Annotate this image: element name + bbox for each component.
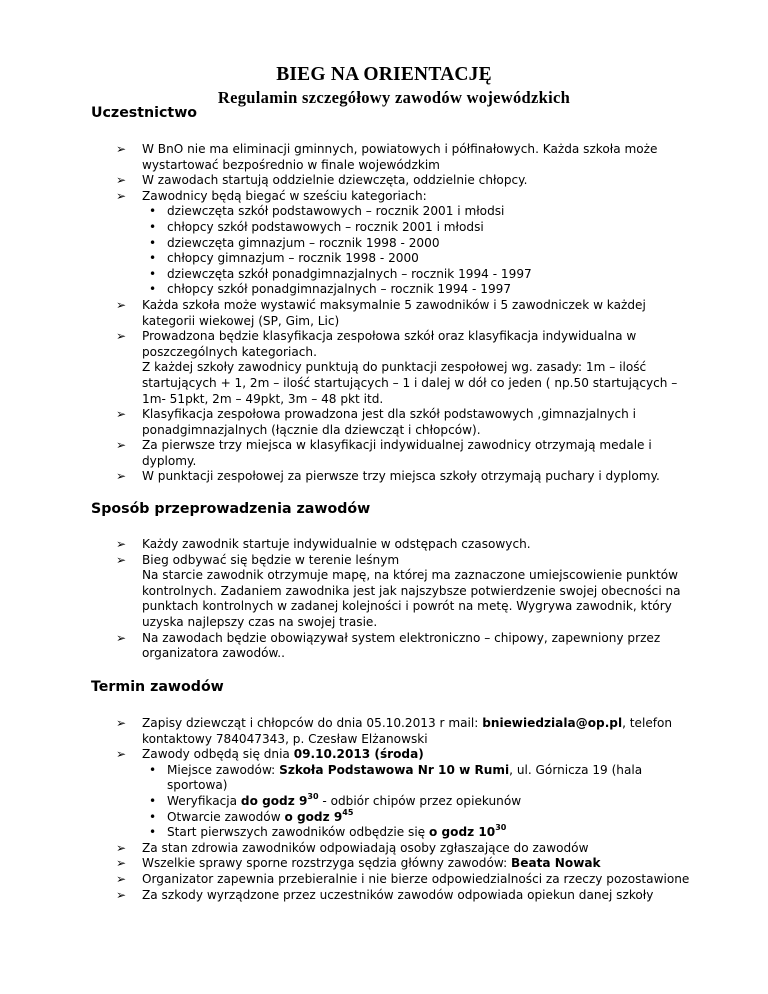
- verification-item: • Weryfikacja do godz $9^{30}$ - odbiór chipów przez opiekunów: [149, 791, 522, 808]
- category-item: • chłopcy szkół podstawowych – rocznik 2001 i młodsi: [149, 219, 484, 234]
- bullet-icon: •: [149, 219, 157, 234]
- judge-item: ➢ Wszelkie sprawy sporne rozstrzyga sędzia główny zawodów: Beata Nowak: [116, 856, 601, 871]
- section-uczestnictwo: [91, 104, 691, 485]
- arrow-bullet-icon: ➢: [116, 871, 127, 886]
- list-item: ➢ Bieg odbywać się będzie w terenie leśnym Na starcie zawodnik otrzymuje mapę, na której ma zaznaczone umiejscowienie punktów kontrolnych. Zadaniem zawodnika jest jak najszybsze potwierdzenie swojej obecności na punktach kontrolnych w zadanej kolejności i powrót na metę. Wygrywa zawodnik, który uzyska najlepszy czas na swojej trasie.: [91, 553, 691, 631]
- category-item: • dziewczęta szkół podstawowych – rocznik 2001 i młodsi: [149, 204, 505, 219]
- bullet-icon: •: [149, 235, 157, 250]
- arrow-bullet-icon: ➢: [116, 537, 127, 551]
- arrow-bullet-icon: ➢: [116, 552, 127, 567]
- list-item: ➢ Zawodnicy będą biegać w sześciu kategoriach: • dziewczęta szkół podstawowych – rocznik 2001 i młodsi • chłopcy szkół podstawowych – rocznik 2001 i młodsi • dziewczęta gimnazjum – rocznik 1998 - 2000 • chłopcy gimnazjum – rocznik 1998 - 2000 • dziewczęta szkół ponadgimnazjalnych – rocznik 1994 - 1997 • chłopcy szkół ponadgimnazjalnych – rocznik 1994 - 1997: [91, 189, 691, 298]
- arrow-bullet-icon: ➢: [116, 438, 127, 453]
- section-heading: Sposób przeprowadzenia zawodów: [91, 501, 371, 517]
- arrow-list: [91, 716, 691, 903]
- list-item: ➢ Klasyfikacja zespołowa prowadzona jest dla szkół podstawowych ,gimnazjalnych i ponadgimnazjalnych (łącznie dla dziewcząt i chłopców).: [116, 407, 636, 437]
- bullet-icon: •: [149, 266, 157, 281]
- arrow-bullet-icon: ➢: [116, 173, 127, 188]
- venue-name: Szkoła Podstawowa Nr 10 w Rumi: [279, 762, 510, 777]
- list-item: ➢ W punktacji zespołowej za pierwsze trzy miejsca szkoły otrzymają puchary i dyplomy.: [116, 469, 660, 484]
- arrow-bullet-icon: ➢: [116, 840, 127, 855]
- event-details-list: [142, 763, 691, 841]
- arrow-bullet-icon: ➢: [116, 630, 127, 645]
- arrow-bullet-icon: ➢: [116, 856, 127, 871]
- category-list: [142, 204, 691, 298]
- section-heading: Termin zawodów: [91, 679, 224, 695]
- arrow-bullet-icon: ➢: [116, 142, 127, 156]
- start-item: • Start pierwszych zawodników odbędzie się o godz $10^{30}$: [149, 823, 507, 840]
- event-date: 09.10.2013 (środa): [293, 747, 424, 762]
- list-item: ➢ Każda szkoła może wystawić maksymalnie 5 zawodników i 5 zawodniczek w każdej kategorii wiekowej (SP, Gim, Lic): [116, 297, 646, 328]
- list-item: ➢ Na zawodach będzie obowiązywał system elektroniczno – chipowy, zapewniony przez organizatora zawodów..: [116, 630, 661, 661]
- bullet-icon: •: [149, 282, 157, 297]
- list-item: ➢ W BnO nie ma eliminacji gminnych, powiatowych i półfinałowych. Każda szkoła może wystartować bezpośrednio w finale wojewódzkim: [116, 142, 658, 172]
- category-item: • dziewczęta gimnazjum – rocznik 1998 - 2000: [149, 235, 440, 250]
- category-item: • dziewczęta szkół ponadgimnazjalnych – rocznik 1994 - 1997: [149, 266, 532, 281]
- date-item: ➢ Zawody odbędą się dnia 09.10.2013 (środa) • Miejsce zawodów: Szkoła Podstawowa Nr 10 w Rumi, ul. Górnicza 19 (hala sportowa) • Weryfikacja do godz $9^{30}$ - odbiór chipów przez opiekunów • Otwarcie zawodów o godz $9^{45}$ • Start pierwszych zawodników odbędzie się o godz $10^{30}$: [91, 747, 691, 841]
- opening-item: • Otwarcie zawodów o godz $9^{45}$: [149, 807, 354, 824]
- bullet-icon: •: [149, 762, 157, 777]
- arrow-bullet-icon: ➢: [116, 887, 127, 902]
- arrow-bullet-icon: ➢: [116, 747, 127, 762]
- list-item: ➢ Każdy zawodnik startuje indywidualnie w odstępach czasowych.: [116, 537, 531, 551]
- section-termin-zawodow: [91, 678, 691, 903]
- points-rule-note: Z każdej szkoły zawodnicy punktują do punktacji zespołowej wg. zasady: 1m – ilość startujących + 1, 2m – ilość startujących – 1 i dalej w dół co jeden ( np.50 startujących – 1m- 51pkt, 2m – 49pkt, 3m – 48 pkt itd.: [142, 360, 678, 406]
- bullet-icon: •: [149, 251, 157, 266]
- document-subtitle: Regulamin szczegółowy zawodów wojewódzkich: [217, 88, 571, 107]
- arrow-list: [91, 537, 691, 662]
- bullet-icon: •: [149, 809, 157, 824]
- list-item: ➢ Prowadzona będzie klasyfikacja zespołowa szkół oraz klasyfikacja indywidualna w poszczególnych kategoriach. Z każdej szkoły zawodnicy punktują do punktacji zespołowej wg. zasady: 1m – ilość startujących + 1, 2m – ilość startujących – 1 i dalej w dół co jeden ( np.50 startujących – 1m- 51pkt, 2m – 49pkt, 3m – 48 pkt itd.: [91, 329, 691, 407]
- list-item: ➢ W zawodach startują oddzielnie dziewczęta, oddzielnie chłopcy.: [116, 173, 528, 188]
- arrow-bullet-icon: ➢: [116, 297, 127, 312]
- bullet-icon: •: [149, 793, 157, 808]
- contact-email: bniewiedziala@op.pl: [482, 716, 623, 730]
- bullet-icon: •: [149, 825, 157, 840]
- arrow-bullet-icon: ➢: [116, 469, 127, 484]
- race-description: Na starcie zawodnik otrzymuje mapę, na której ma zaznaczone umiejscowienie punktów kontrolnych. Zadaniem zawodnika jest jak najszybsze potwierdzenie swojej obecności na punktach kontrolnych w zadanej kolejności i powrót na metę. Wygrywa zawodnik, który uzyska najlepszy czas na swojej trasie.: [142, 568, 681, 629]
- list-item: ➢ Za pierwsze trzy miejsca w klasyfikacji indywidualnej zawodnicy otrzymają medale i dyplomy.: [116, 438, 652, 468]
- arrow-bullet-icon: ➢: [116, 716, 127, 730]
- list-item: ➢ Za stan zdrowia zawodników odpowiadają osoby zgłaszające do zawodów: [116, 840, 589, 855]
- list-item: ➢ Za szkody wyrządzone przez uczestników zawodów odpowiada opiekun danej szkoły: [116, 887, 654, 902]
- bullet-icon: •: [149, 204, 157, 219]
- document-title: BIEG NA ORIENTACJĘ: [276, 64, 492, 85]
- list-item: ➢ Organizator zapewnia przebieralnie i nie bierze odpowiedzialności za rzeczy pozostawione: [116, 871, 690, 886]
- venue-item: • Miejsce zawodów: Szkoła Podstawowa Nr 10 w Rumi, ul. Górnicza 19 (hala sportowa): [149, 762, 643, 793]
- arrow-bullet-icon: ➢: [116, 407, 127, 422]
- category-item: • chłopcy szkół ponadgimnazjalnych – rocznik 1994 - 1997: [149, 282, 512, 297]
- judge-name: Beata Nowak: [511, 856, 601, 871]
- arrow-bullet-icon: ➢: [116, 329, 127, 344]
- registration-item: ➢ Zapisy dziewcząt i chłopców do dnia 05.10.2013 r mail: bniewiedziala@op.pl, telefon kontaktowy 784047343, p. Czesław Elżanowski: [116, 716, 673, 746]
- arrow-bullet-icon: ➢: [116, 188, 127, 203]
- arrow-list: [91, 142, 691, 485]
- category-item: • chłopcy gimnazjum – rocznik 1998 - 2000: [149, 251, 419, 266]
- section-sposob-przeprowadzenia: [91, 500, 691, 662]
- section-heading: Uczestnictwo: [91, 105, 198, 121]
